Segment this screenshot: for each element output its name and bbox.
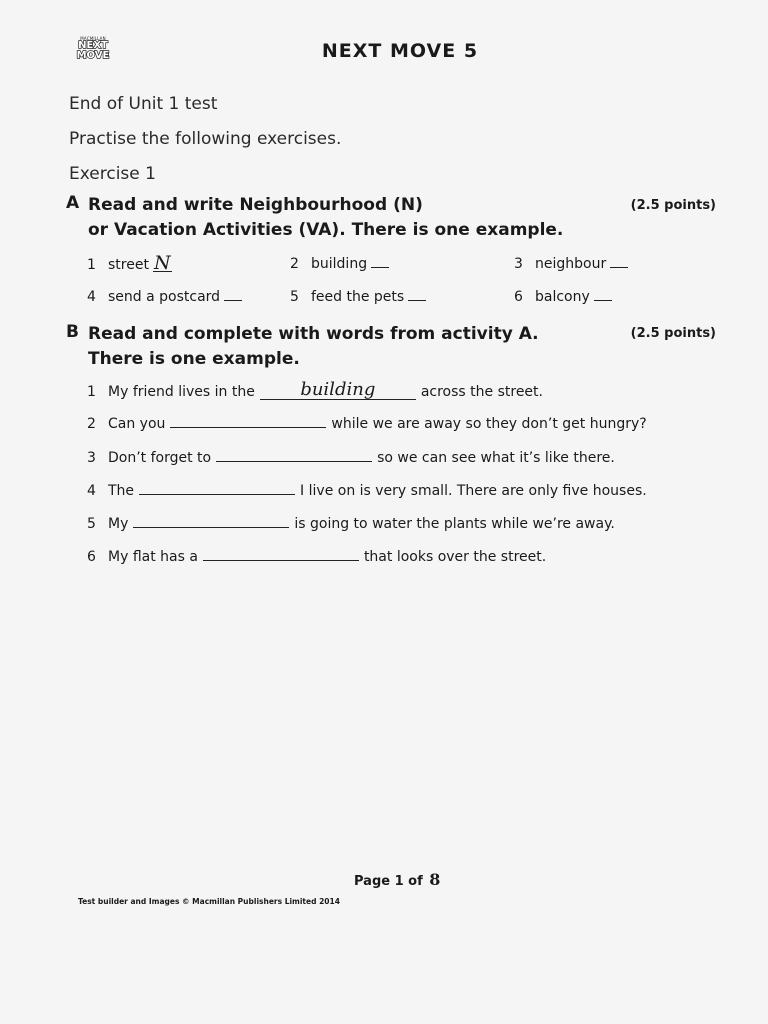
logo-word-2: MOVE [76, 50, 110, 61]
sentence-answer-line[interactable] [203, 548, 359, 561]
section-b-sentence [87, 379, 543, 401]
sentence-end: while we are away so they don’t get hungry? [331, 416, 647, 432]
item-word: street [108, 257, 149, 273]
sentence-number: 1 [87, 384, 96, 400]
exercise-heading: Exercise 1 [69, 164, 156, 184]
section-a-item [87, 252, 172, 274]
sentence-end: across the street. [420, 384, 543, 400]
item-number: 2 [290, 256, 299, 272]
sentence-start: My friend lives in the [108, 384, 255, 400]
instruction-heading: Practise the following exercises. [69, 129, 342, 149]
sentence-number: 2 [87, 416, 96, 432]
item-answer-blank[interactable] [371, 255, 389, 268]
sentence-answer-line[interactable]: building [260, 381, 416, 400]
section-b-sentence [87, 415, 647, 432]
sentence-start: My flat has a [108, 549, 198, 565]
section-b-sentence [87, 449, 615, 466]
sentence-start: The [108, 483, 135, 499]
sentence-answer-line[interactable] [133, 515, 289, 528]
item-answer-blank[interactable] [594, 288, 612, 301]
sentence-number: 6 [87, 549, 96, 565]
sentence-number: 3 [87, 450, 96, 466]
item-answer-blank[interactable] [224, 288, 242, 301]
section-a-item [290, 288, 426, 305]
item-number: 1 [87, 257, 96, 273]
section-a-line-2: or Vacation Activities (VA). There is one example. [88, 220, 564, 240]
document-title: NEXT MOVE 5 [321, 40, 479, 62]
page-label: Page 1 of [354, 874, 423, 889]
sentence-start: Can you [108, 416, 166, 432]
item-word: neighbour [535, 256, 607, 272]
section-a-points: (2.5 points) [630, 198, 716, 213]
sentence-end: is going to water the plants while we’re away. [294, 516, 615, 532]
section-b-points: (2.5 points) [630, 326, 716, 341]
section-b-line-1: Read and complete with words from activity A. [88, 324, 539, 344]
item-number: 3 [514, 256, 523, 272]
item-answer[interactable]: N [153, 252, 171, 274]
logo-word-1: NEXT [78, 40, 108, 51]
section-b-sentence [87, 482, 647, 499]
section-b-sentence [87, 548, 546, 565]
section-a-item [290, 255, 389, 272]
page-number [354, 870, 440, 889]
sentence-end: I live on is very small. There are only five houses. [300, 483, 647, 499]
section-a-instructions [88, 193, 608, 243]
sentence-start: Don’t forget to [108, 450, 212, 466]
section-a-letter: A [66, 193, 80, 213]
item-number: 6 [514, 289, 523, 305]
sentence-number: 4 [87, 483, 96, 499]
logo-publisher: MACMILLAN [80, 36, 106, 41]
copyright-notice: Test builder and Images © Macmillan Publishers Limited 2014 [78, 897, 340, 906]
item-number: 5 [290, 289, 299, 305]
item-word: building [311, 256, 368, 272]
sentence-start: My [108, 516, 129, 532]
section-a-item [514, 255, 628, 272]
section-b-letter: B [66, 322, 79, 342]
item-word: send a postcard [108, 289, 221, 305]
sentence-end: so we can see what it’s like there. [377, 450, 615, 466]
item-number: 4 [87, 289, 96, 305]
page-total: 8 [429, 870, 441, 889]
item-answer-blank[interactable] [408, 288, 426, 301]
sentence-number: 5 [87, 516, 96, 532]
item-word: balcony [535, 289, 590, 305]
section-b-line-2: There is one example. [88, 349, 300, 369]
unit-test-heading: End of Unit 1 test [69, 94, 218, 114]
sentence-answer-line[interactable] [170, 415, 326, 428]
section-b-instructions [88, 322, 608, 372]
sentence-end: that looks over the street. [363, 549, 547, 565]
item-word: feed the pets [311, 289, 405, 305]
section-b-sentence [87, 515, 615, 532]
sentence-answer-line[interactable] [216, 449, 372, 462]
section-a-item [514, 288, 612, 305]
section-a-line-1: Read and write Neighbourhood (N) [88, 195, 423, 215]
sentence-answer-line[interactable] [139, 482, 295, 495]
section-a-item [87, 288, 242, 305]
item-answer-blank[interactable] [610, 255, 628, 268]
